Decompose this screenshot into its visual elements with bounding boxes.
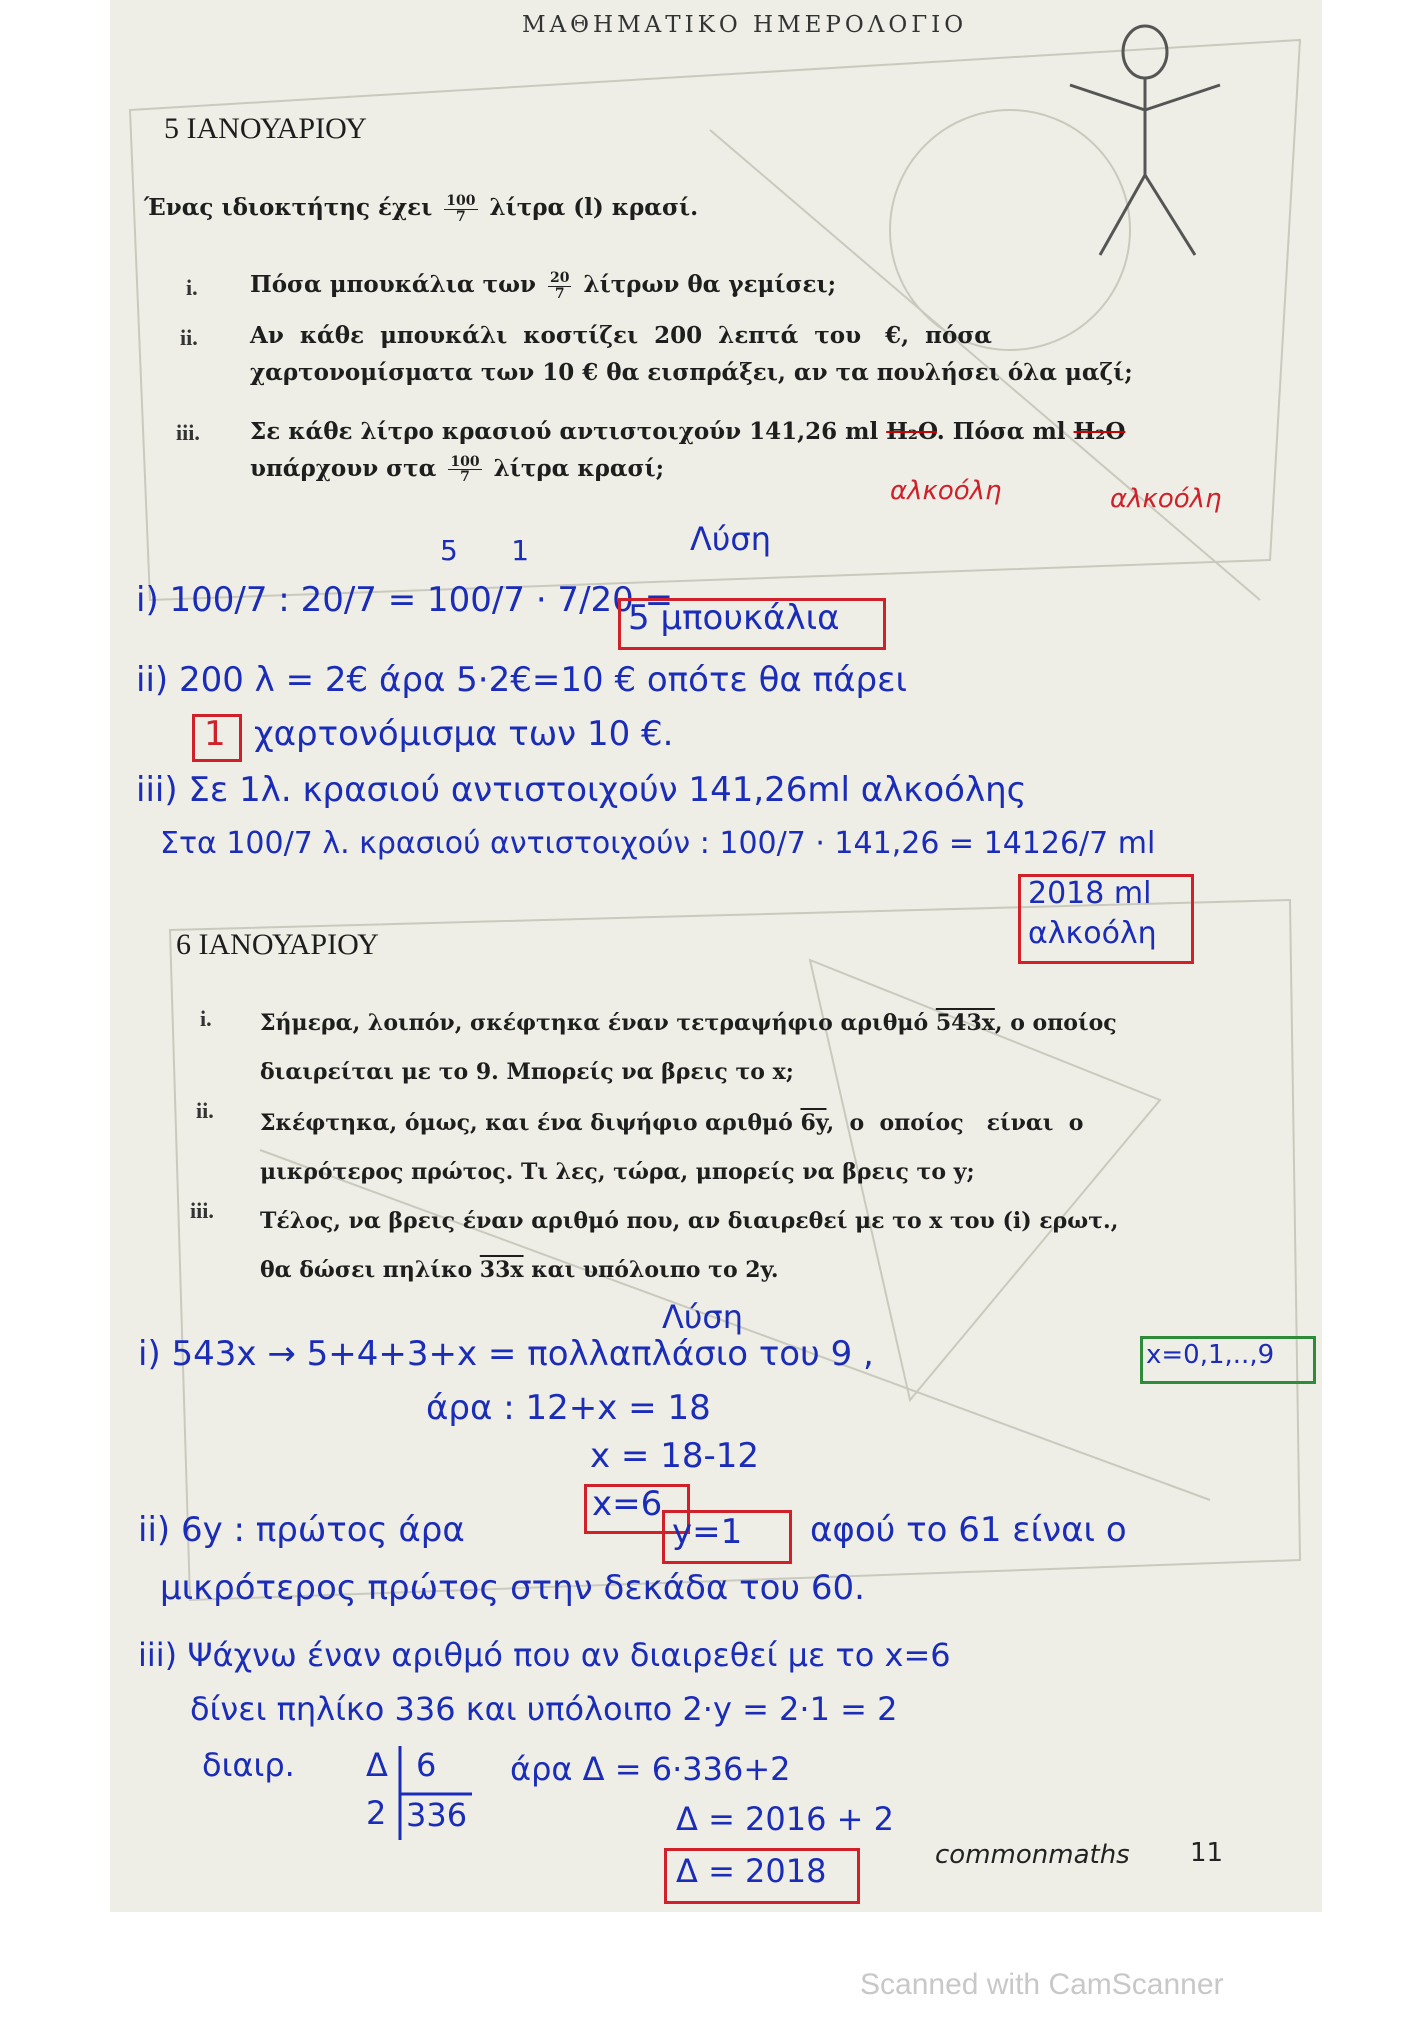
question-number: i. xyxy=(200,1006,212,1031)
scanned-page xyxy=(110,0,1322,1912)
solution-iii-line4: Δ = 2016 + 2 xyxy=(676,1800,894,1838)
solution-i-answer: 5 μπουκάλια xyxy=(628,598,840,638)
question-iii: Σε κάθε λίτρο κρασιού αντιστοιχούν 141,26 ml H₂O. Πόσα ml H₂O υπάρχουν στα $\frac{100}{7}$ λίτρα κρασί; xyxy=(250,418,1126,486)
division-quotient: 336 xyxy=(406,1796,468,1834)
solution-ii-answer: 1 xyxy=(204,714,226,754)
solution-label: Λύση xyxy=(662,1298,743,1336)
cancel-factors: 5 1 xyxy=(440,534,530,567)
division-lines xyxy=(396,1746,476,1842)
solution-ii-line1b: αφού το 61 είναι ο xyxy=(810,1510,1127,1550)
date-heading-jan6: 6 ΙΑΝΟΥΑΡΙΟΥ xyxy=(176,928,379,961)
page-number: 11 xyxy=(1190,1838,1224,1868)
solution-ii-answer: y=1 xyxy=(672,1512,743,1552)
solution-ii-line1: ii) 200 λ = 2€ άρα 5·2€=10 € οπότε θα πάρει xyxy=(136,660,907,700)
scanner-watermark: Scanned with CamScanner xyxy=(860,1968,1224,2001)
solution-i: i) 100/7 : 20/7 = 100/7 · 7/20 = xyxy=(136,580,674,620)
solution-i-line2: άρα : 12+x = 18 xyxy=(426,1388,711,1428)
problem-intro: Ένας ιδιοκτήτης έχει $\frac{100}{7}$ λίτρα (l) κρασί. xyxy=(144,192,699,225)
fraction-100-7: $\frac{100}{7}$ xyxy=(446,192,476,225)
division-dividend: Δ xyxy=(366,1746,388,1784)
question-number: ii. xyxy=(196,1098,214,1123)
solution-iii-answer: Δ = 2018 xyxy=(676,1852,827,1890)
solution-iii-line1: iii) Σε 1λ. κρασιού αντιστοιχούν 141,26ml αλκοόλης xyxy=(136,770,1027,810)
division-divisor: 6 xyxy=(416,1746,437,1784)
division-remainder: 2 xyxy=(366,1794,387,1832)
solution-i-range: x=0,1,..,9 xyxy=(1146,1340,1275,1370)
question-ii: Σκέφτηκα, όμως, και ένα διψήφιο αριθμό 6y, ο οποίος είναι ο μικρότερος πρώτος. Τι λες, τώρα, μπορείς να βρεις το y; xyxy=(260,1110,1084,1186)
question-i: Σήμερα, λοιπόν, σκέφτηκα έναν τετραψήφιο αριθμό 543x, ο οποίος διαιρείται με το 9. Μπορείς να βρεις το x; xyxy=(260,1010,1117,1086)
signature: commonmaths xyxy=(935,1840,1130,1870)
solution-iii-line1: iii) Ψάχνω έναν αριθμό που αν διαιρεθεί με το x=6 xyxy=(138,1636,951,1674)
question-i: Πόσα μπουκάλια των $\frac{20}{7}$ λίτρων θα γεμίσει; xyxy=(250,269,837,302)
solution-iii-line2: δίνει πηλίκο 336 και υπόλοιπο 2·y = 2·1 = 2 xyxy=(190,1690,898,1728)
solution-iii-division-label: διαιρ. xyxy=(202,1746,295,1784)
solution-label: Λύση xyxy=(690,520,771,558)
diary-header: ΜΑΘΗΜΑΤΙΚΟ ΗΜΕΡΟΛΟΓΙΟ xyxy=(522,12,968,38)
solution-iii-line2: Στα 100/7 λ. κρασιού αντιστοιχούν : 100/7 · 141,26 = 14126/7 ml xyxy=(160,826,1156,861)
question-iii: Τέλος, να βρεις έναν αριθμό που, αν διαιρεθεί με το x του (i) ερωτ., θα δώσει πηλίκο 33x και υπόλοιπο το 2y. xyxy=(260,1208,1119,1284)
question-number: ii. xyxy=(180,325,198,350)
solution-i-line1: i) 543x → 5+4+3+x = πολλαπλάσιο του 9 , xyxy=(138,1334,874,1374)
question-ii: Αν κάθε μπουκάλι κοστίζει 200 λεπτά του €, πόσα χαρτονομίσματα των 10 € θα εισπράξει, αν τα πουλήσει όλα μαζί; xyxy=(250,322,1133,386)
stick-figure-drawing xyxy=(1070,26,1220,255)
solution-iii-answer-unit: αλκοόλη xyxy=(1028,916,1157,951)
question-number: i. xyxy=(186,275,198,300)
question-number: iii. xyxy=(176,420,200,445)
solution-ii-line2: χαρτονόμισμα των 10 €. xyxy=(254,714,674,754)
correction-word: αλκοόλη xyxy=(1110,484,1222,514)
correction-word: αλκοόλη xyxy=(890,476,1002,506)
date-heading-jan5: 5 ΙΑΝΟΥΑΡΙΟΥ xyxy=(164,112,367,145)
question-number: iii. xyxy=(190,1198,214,1223)
solution-iii-answer-value: 2018 ml xyxy=(1028,876,1152,911)
solution-iii-line3: άρα Δ = 6·336+2 xyxy=(510,1750,791,1788)
solution-ii-line1a: ii) 6y : πρώτος άρα xyxy=(138,1510,465,1550)
solution-ii-line2: μικρότερος πρώτος στην δεκάδα του 60. xyxy=(160,1568,865,1608)
solution-i-answer: x=6 xyxy=(592,1484,663,1524)
solution-i-line3: x = 18-12 xyxy=(590,1436,760,1476)
